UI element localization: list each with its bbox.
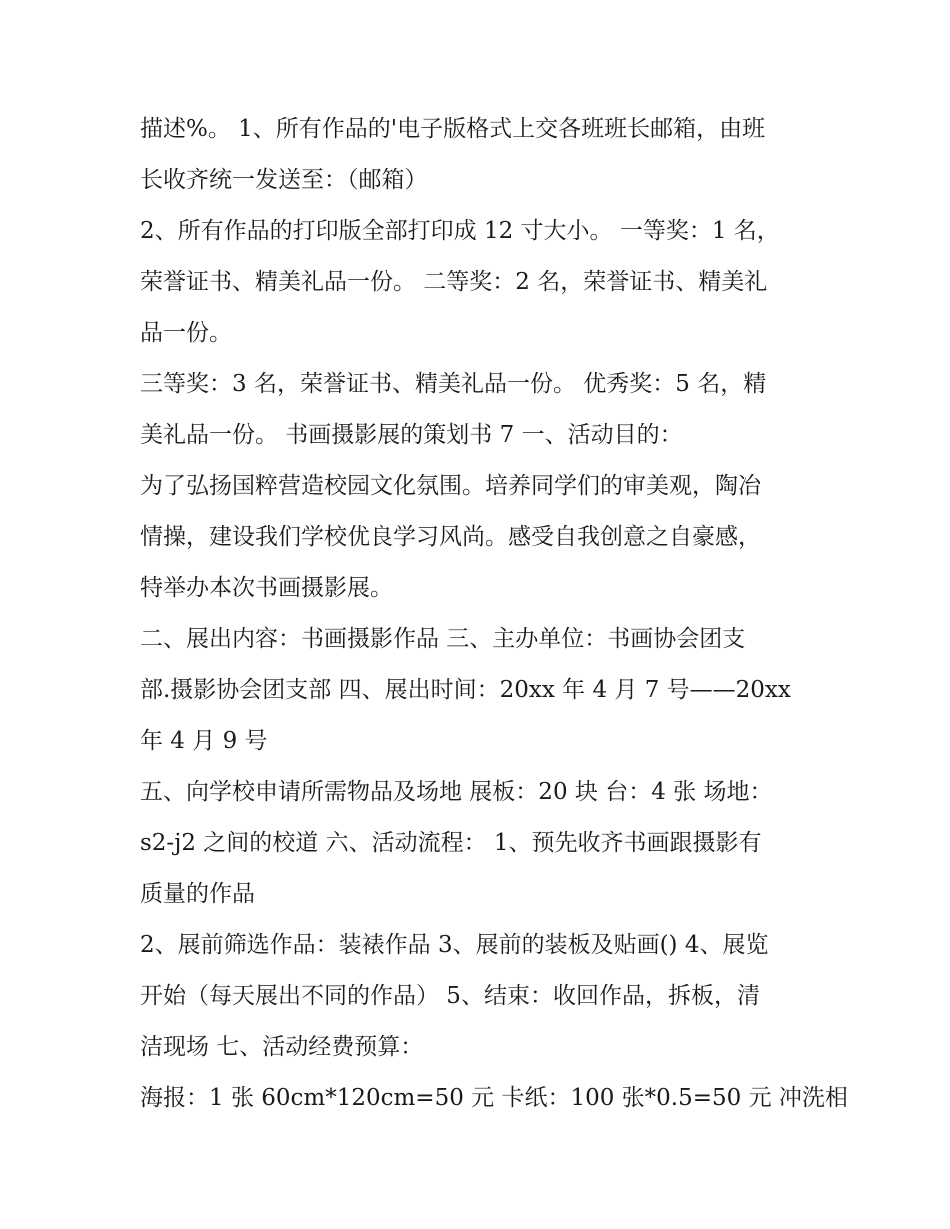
text-line: 情操，建设我们学校优良学习风尚。感受自我创意之自豪感， xyxy=(140,524,761,550)
text-line: 长收齐统一发送至：（邮箱） xyxy=(140,167,428,193)
text-line: 特举办本次书画摄影展。 xyxy=(140,575,393,601)
text-line: 洁现场 七、活动经费预算： xyxy=(140,1034,424,1060)
text-line: 五、向学校申请所需物品及场地 展板：20 块 台：4 张 场地： xyxy=(140,779,773,805)
text-line: 开始（每天展出不同的作品） 5、结束：收回作品，拆板，清 xyxy=(140,983,760,1009)
text-line: 为了弘扬国粹营造校园文化氛围。培养同学们的审美观，陶冶 xyxy=(140,473,761,499)
document-body xyxy=(140,104,848,1124)
text-line: 描述%。 1、所有作品的'电子版格式上交各班班长邮箱，由班 xyxy=(140,116,766,142)
text-line: 年 4 月 9 号 xyxy=(140,728,268,754)
text-line: 质量的作品 xyxy=(140,881,255,907)
text-line: 部.摄影协会团支部 四、展出时间：20xx 年 4 月 7 号——20xx xyxy=(140,677,791,703)
text-line: 2、展前筛选作品：装裱作品 3、展前的装板及贴画() 4、展览 xyxy=(140,932,769,958)
text-line: 2、所有作品的打印版全部打印成 12 寸大小。 一等奖：1 名， xyxy=(140,218,780,244)
text-line: 美礼品一份。 书画摄影展的策划书 7 一、活动目的： xyxy=(140,422,683,448)
text-line: 海报：1 张 60cm*120cm=50 元 卡纸：100 张*0.5=50 元 冲洗相 xyxy=(140,1085,848,1111)
text-line: s2-j2 之间的校道 六、活动流程： 1、预先收齐书画跟摄影有 xyxy=(140,830,762,856)
text-line: 品一份。 xyxy=(140,320,232,346)
text-line: 荣誉证书、精美礼品一份。 二等奖：2 名，荣誉证书、精美礼 xyxy=(140,269,768,295)
text-line: 二、展出内容：书画摄影作品 三、主办单位：书画协会团支 xyxy=(140,626,746,652)
text-line: 三等奖：3 名，荣誉证书、精美礼品一份。 优秀奖：5 名，精 xyxy=(140,371,767,397)
